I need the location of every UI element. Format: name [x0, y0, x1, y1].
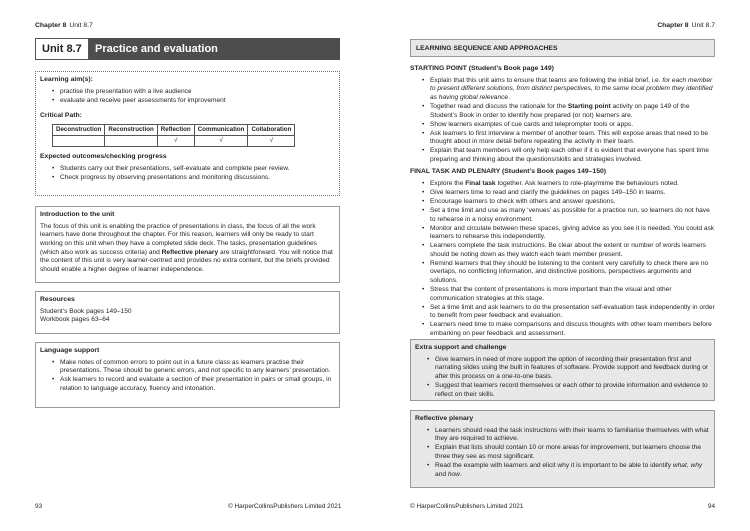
chapter-label: Chapter 8 — [657, 22, 689, 29]
text: and — [435, 470, 448, 478]
plenary-heading: Reflective plenary — [415, 415, 474, 422]
aims-list — [40, 88, 335, 106]
table-header: Collaboration — [248, 125, 295, 136]
starting-point-section — [410, 65, 715, 165]
unit-label: Unit 8.7 — [69, 22, 93, 29]
table-cell — [105, 136, 157, 147]
intro-box — [35, 206, 340, 283]
text: . — [459, 470, 462, 478]
unit-title: Practice and evaluation — [89, 38, 340, 60]
list-item: • Check progress by observing presentations and monitoring discussions. — [40, 174, 335, 183]
list-item: • Ask learners to first interview a member of another team. This will expose areas that need to be thought about in more detail before repeating the activity in their team. — [410, 130, 715, 147]
list-item: • Encourage learners to check with others and answer questions. — [410, 198, 715, 207]
text: together. Ask learners to role-play/mime the behaviours noted. — [495, 179, 679, 187]
text: Explore the — [430, 179, 466, 187]
outcomes-heading: Expected outcomes/checking progress — [40, 153, 167, 161]
unit-label: Unit 8.7 — [691, 22, 715, 29]
outcomes-list — [40, 165, 335, 183]
table-row — [53, 136, 295, 147]
list-item: • Monitor and circulate between these spaces, giving advice as you see it is needed. You could ask learners to rehearse this independently. — [410, 225, 715, 242]
list-item: • Ask learners to record and evaluate a section of their presentation in pairs or small groups, in relation to language accuracy, fluency and intonation. — [40, 376, 335, 393]
list-item: • Learners should read the task instructions with their teams to familiarise themselves with what they are required to achieve. — [415, 427, 710, 444]
resource-line: Student’s Book pages 149–150 — [40, 307, 132, 315]
list-item — [410, 103, 715, 120]
resources-box — [35, 291, 340, 334]
table-cell: √ — [194, 136, 248, 147]
reflective-plenary-box — [410, 410, 715, 488]
aims-heading: Learning aim(s): — [40, 76, 93, 83]
sequence-heading-bar — [410, 39, 715, 57]
page-number: 94 — [707, 503, 715, 510]
starting-heading: STARTING POINT (Student’s Book page 149) — [410, 65, 554, 72]
copyright: © HarperCollinsPublishers Limited 2021 — [228, 503, 342, 510]
table-header: Communication — [194, 125, 248, 136]
table-header: Deconstruction — [53, 125, 105, 136]
list-item — [410, 180, 715, 189]
list-item: • Stress that the content of presentations is more important than the visual and other communication strategies at this stage. — [410, 286, 715, 303]
plenary-list — [415, 427, 710, 479]
table-header: Reflection — [157, 125, 194, 136]
table-cell — [53, 136, 105, 147]
table-cell: √ — [248, 136, 295, 147]
extra-support-box — [410, 339, 715, 401]
language-support-box — [35, 342, 340, 408]
final-task-section — [410, 168, 715, 339]
resource-line: Workbook pages 63–64 — [40, 316, 110, 324]
critical-path-table — [52, 124, 295, 147]
list-item: • Set a time limit and use as many ‘venues’ as possible for a practice run, so learners do not have to rehearse in a noisy environment. — [410, 207, 715, 224]
extra-heading: Extra support and challenge — [415, 344, 507, 351]
bold-text: Starting point — [567, 103, 611, 111]
intro-text — [40, 223, 335, 274]
list-item: • Set a time limit and ask learners to do the presentation self-evaluation task independently in order to benefit from peer feedback and evaluation. — [410, 304, 715, 321]
text: . — [508, 93, 510, 101]
text: Read the example with learners and elicit why it is important to be able to identify — [435, 462, 673, 470]
intro-text-part: The focus of this unit is enabling the practice of presentations in class, the focus of all the work learners have done throughout the chapter. For this reason, learners will only be ready to start working on this unit when they have a completed slide deck. The tasks, presentation guidelines (which also work as success criteria) and — [40, 222, 317, 256]
list-item: • Remind learners that they should be listening to the content very carefully to check there are no overlaps, no conflicting information, and distinctive positions, perspectives arguments and solutions. — [410, 260, 715, 286]
chapter-header — [657, 22, 715, 31]
intro-text-part: are straightforward. You will notice that the content of this unit is very learner-centred and provides no extra content, but the briefs provided should enable a higher degree of learner independence. — [40, 248, 333, 273]
chapter-label: Chapter 8 — [35, 22, 67, 29]
text: activity on page 149 of the Student’s Book in order to identify how prepared (or not) learners are. — [430, 103, 690, 119]
sequence-heading: LEARNING SEQUENCE AND APPROACHES — [416, 45, 558, 52]
list-item: • Learners need time to make comparisons and discuss thoughts with other team members before embarking on peer feedback and assessment. — [410, 321, 715, 338]
unit-title-bar — [35, 38, 340, 60]
list-item: • Students carry out their presentations, self-evaluate and complete peer review. — [40, 165, 335, 174]
extra-list — [415, 356, 710, 399]
list-item: • evaluate and receive peer assessments for improvement — [40, 97, 335, 106]
list-item — [415, 462, 710, 479]
bold-text: Final task — [465, 179, 496, 187]
list-item: • Suggest that learners record themselves or each other to provide information and evidence to reflect on their skills. — [415, 382, 710, 399]
list-item: • practise the presentation with a live audience — [40, 88, 335, 97]
language-list — [40, 359, 335, 394]
aims-box — [35, 71, 340, 196]
list-item: • Make notes of common errors to point out in a future class as learners practise their presentations. These should be generic errors, and not specific to any learners’ presentation. — [40, 359, 335, 376]
text: Explain that this unit aims to ensure that teams are following the initial brief, i.e. — [430, 76, 663, 84]
table-cell: √ — [157, 136, 194, 147]
chapter-header — [35, 22, 93, 31]
starting-list — [410, 77, 715, 165]
italic-text: how — [447, 470, 460, 478]
list-item: • Explain that lists should contain 10 or more areas for improvement, but learners choose the three they see as most significant. — [415, 444, 710, 461]
list-item: • Show learners examples of cue cards and teleprompter tools or apps. — [410, 121, 715, 130]
final-heading: FINAL TASK AND PLENARY (Student’s Book pages 149–150) — [410, 168, 607, 175]
critical-path-heading: Critical Path: — [40, 112, 82, 120]
list-item: • Learners complete the task instructions. Be clear about the extent or number of words learners should be noting down as they watch each team member present. — [410, 242, 715, 259]
list-item: • Give learners time to read and clarify the guidelines on pages 149–150 in teams. — [410, 189, 715, 198]
copyright: © HarperCollinsPublishers Limited 2021 — [410, 503, 524, 510]
text: Together read and discuss the rationale for the — [430, 103, 568, 111]
italic-text: for each member to present different solutions, from distinct perspectives, to the same local problem they identified as having global relevance — [430, 76, 713, 101]
resources-heading: Resources — [40, 296, 75, 303]
table-header: Reconstruction — [105, 125, 157, 136]
final-list — [410, 180, 715, 339]
intro-heading: Introduction to the unit — [40, 211, 115, 218]
italic-text: what, why — [672, 462, 703, 470]
intro-bold-term: Reflective plenary — [161, 248, 219, 256]
list-item — [410, 77, 715, 103]
list-item: • Explain that team members will only help each other if it is evident that everyone has spent time preparing and thinking about the questions/skills and strategies involved. — [410, 147, 715, 164]
list-item: • Give learners in need of more support the option of recording their presentation first and narrating slides using the built in features of software. Provide support and feedback during or after this process on a one-to-one basis. — [415, 356, 710, 382]
language-heading: Language support — [40, 347, 100, 354]
table-row — [53, 125, 295, 136]
page-number: 93 — [35, 503, 43, 510]
unit-number: Unit 8.7 — [35, 38, 89, 60]
